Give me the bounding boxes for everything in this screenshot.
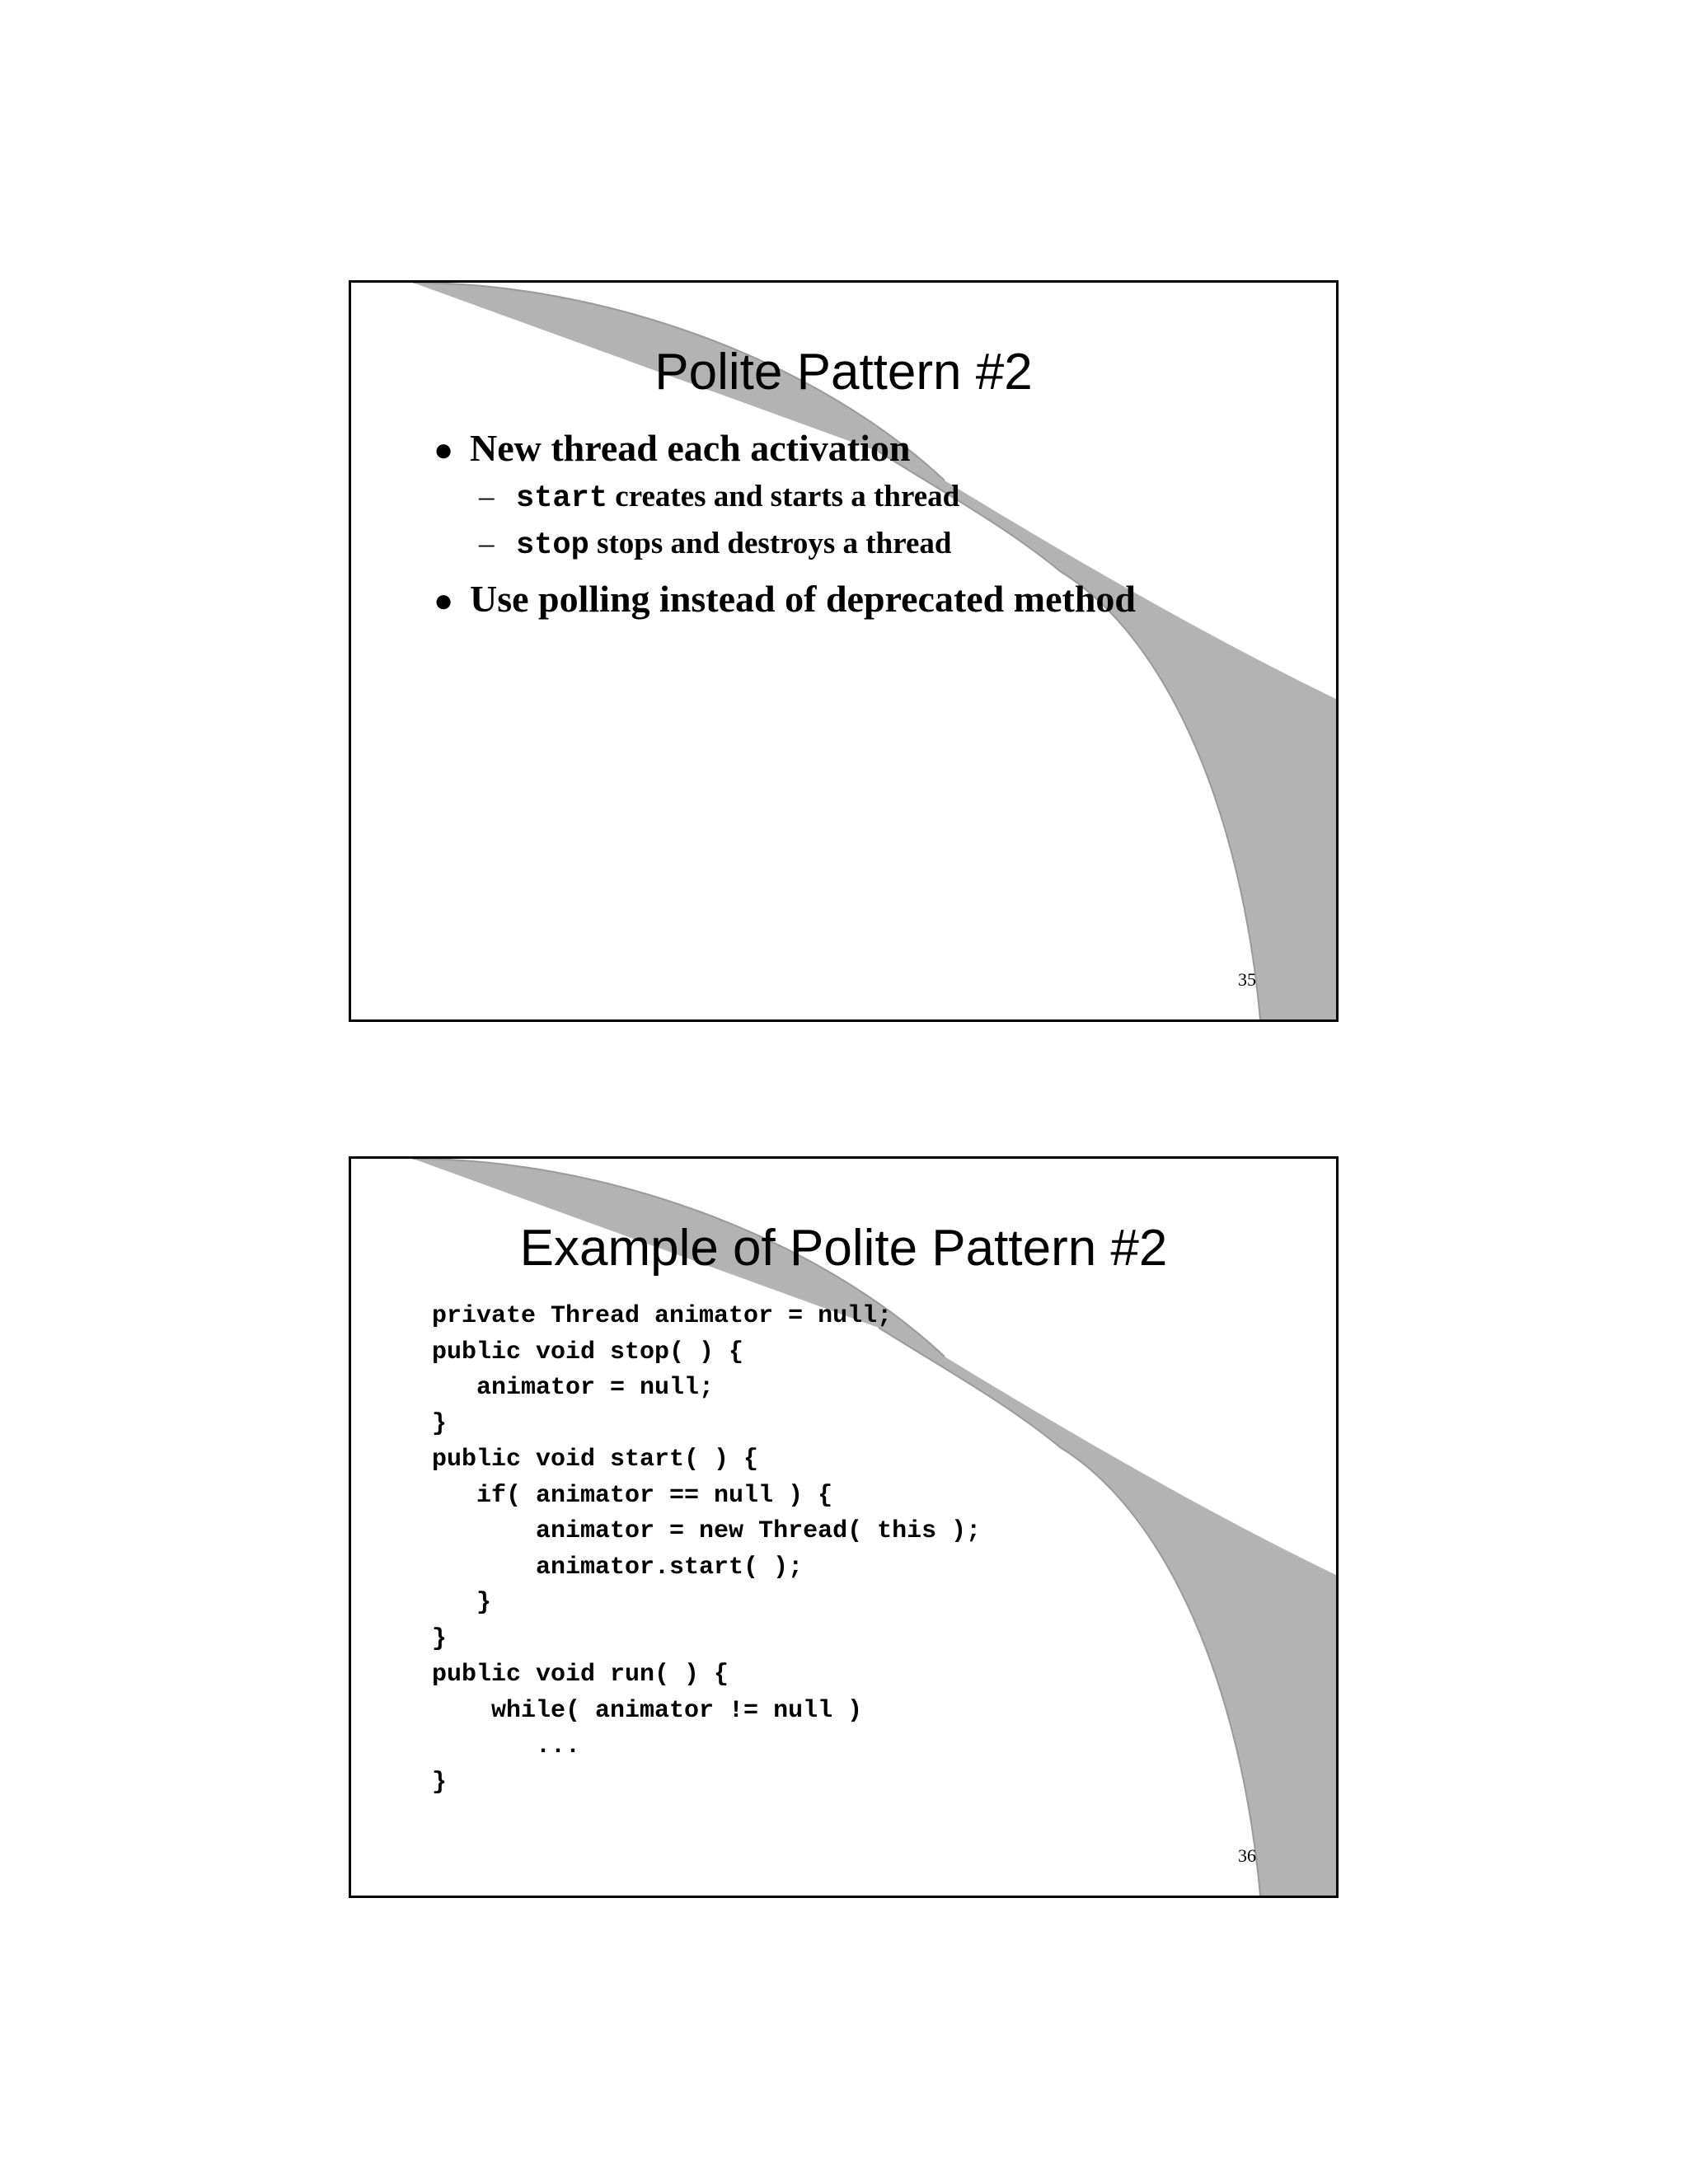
slide-title: Polite Pattern #2 — [654, 344, 1033, 401]
code-line: ... — [432, 1732, 581, 1760]
code-keyword: start — [516, 481, 608, 516]
code-line: animator = new Thread( this ); — [432, 1517, 982, 1545]
slide-36 — [349, 1156, 1339, 1898]
bullet-item — [434, 429, 910, 467]
bullet-marker: ● — [434, 582, 454, 619]
sub-bullet-text: creates and starts a thread — [607, 480, 960, 513]
code-line: while( animator != null ) — [432, 1696, 863, 1725]
code-line: if( animator == null ) { — [432, 1481, 833, 1510]
code-line: } — [432, 1768, 448, 1797]
sub-bullet-item — [479, 481, 959, 514]
code-line: public void run( ) { — [432, 1661, 729, 1689]
page-number: 35 — [1238, 969, 1256, 990]
code-keyword: stop — [516, 528, 589, 563]
bullet-text: New thread each activation — [470, 427, 911, 469]
sub-bullet-marker: – — [479, 527, 495, 560]
code-line: public void stop( ) { — [432, 1338, 744, 1366]
code-line: } — [432, 1589, 492, 1617]
code-line: private Thread animator = null; — [432, 1302, 893, 1330]
code-line: animator.start( ); — [432, 1553, 804, 1582]
page-number: 36 — [1238, 1845, 1256, 1866]
bullet-text: Use polling instead of deprecated method — [470, 578, 1136, 620]
code-line: public void start( ) { — [432, 1446, 759, 1474]
code-line: animator = null; — [432, 1374, 715, 1402]
bullet-marker: ● — [434, 431, 454, 468]
slide-title: Example of Polite Pattern #2 — [519, 1220, 1168, 1277]
sub-bullet-text: stops and destroys a thread — [588, 527, 952, 560]
code-line: } — [432, 1409, 448, 1438]
sub-bullet-marker: – — [479, 480, 495, 513]
bullet-item — [434, 580, 1136, 618]
code-line: } — [432, 1624, 448, 1653]
slide-35 — [349, 280, 1339, 1022]
sub-bullet-item — [479, 528, 951, 561]
code-block — [432, 1299, 981, 1801]
